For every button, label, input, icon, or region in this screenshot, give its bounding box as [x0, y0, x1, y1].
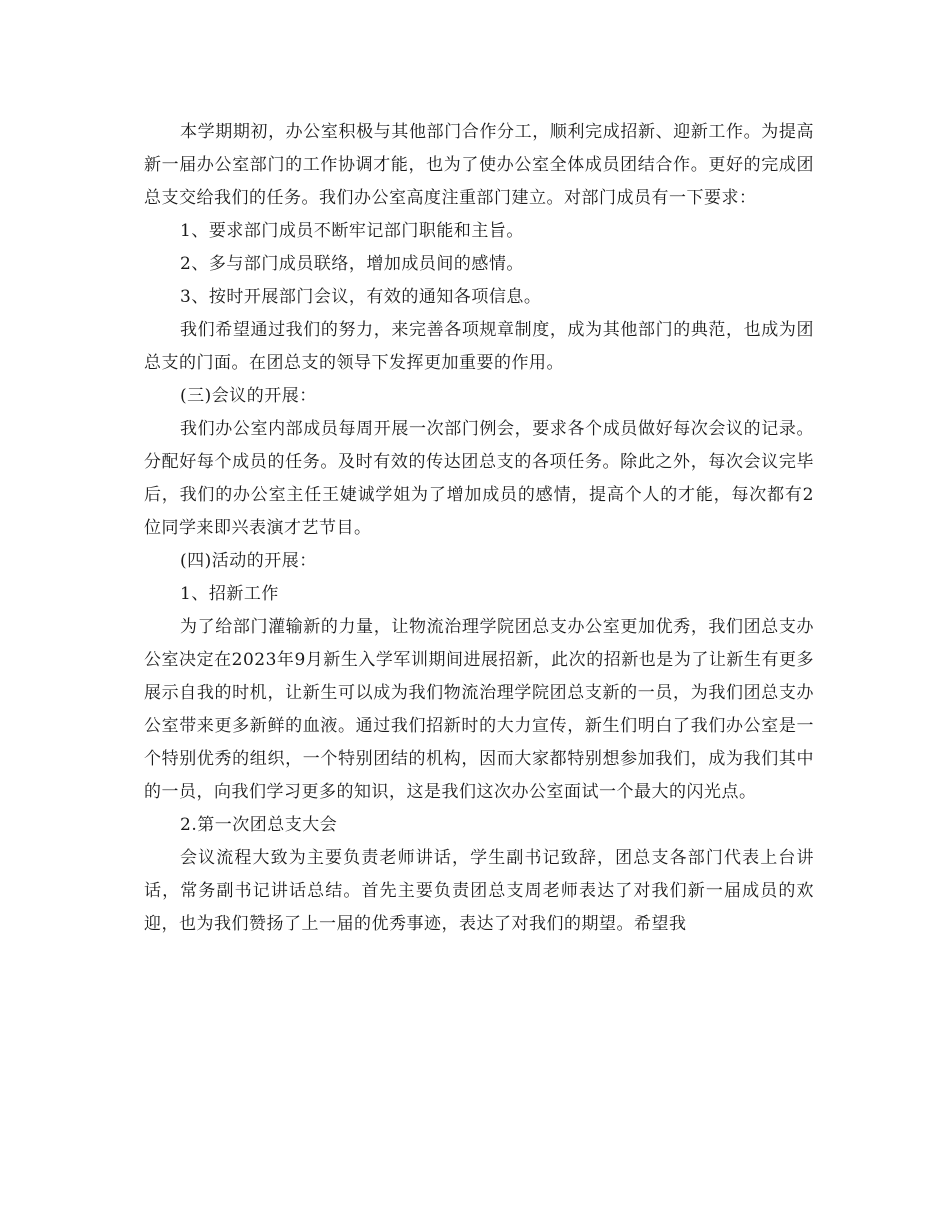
paragraph-hope: 我们希望通过我们的努力，来完善各项规章制度，成为其他部门的典范，也成为团总支的门面。在团总支的领导下发挥更加重要的作用。: [144, 320, 814, 373]
paragraph-first-assembly: 会议流程大致为主要负责老师讲话，学生副书记致辞，团总支各部门代表上台讲话，常务副书记讲话总结。首先主要负责团总支周老师表达了对我们新一届成员的欢迎，也为我们赞扬了上一届的优秀事迹，表达了对我们的期望。希望我: [144, 848, 814, 934]
subheading-first-assembly: 2.第一次团总支大会: [180, 815, 338, 835]
document-body: [144, 116, 814, 941]
paragraph-meetings: 我们办公室内部成员每周开展一次部门例会，要求各个成员做好每次会议的记录。分配好每个成员的任务。及时有效的传达团总支的各项任务。除此之外，每次会议完毕后，我们的办公室主任王婕诚学姐为了增加成员的感情，提高个人的才能，每次都有2位同学来即兴表演才艺节目。: [144, 419, 814, 538]
paragraph-requirement-2: 2、多与部门成员联络，增加成员间的感情。: [180, 254, 524, 274]
paragraph-recruitment: 为了给部门灌输新的力量，让物流治理学院团总支办公室更加优秀，我们团总支办公室决定在2023年9月新生入学军训期间进展招新，此次的招新也是为了让新生有更多展示自我的时机，让新生可以成为我们物流治理学院团总支新的一员，为我们团总支办公室带来更多新鲜的血液。通过我们招新时的大力宣传，新生们明白了我们办公室是一个特别优秀的组织，一个特别团结的机构，因而大家都特别想参加我们，成为我们其中的一员，向我们学习更多的知识，这是我们这次办公室面试一个最大的闪光点。: [144, 617, 814, 802]
paragraph-intro: 本学期期初，办公室积极与其他部门合作分工，顺利完成招新、迎新工作。为提高新一届办公室部门的工作协调才能，也为了使办公室全体成员团结合作。更好的完成团总支交给我们的任务。我们办公室高度注重部门建立。对部门成员有一下要求：: [144, 122, 814, 208]
section-heading-activities: (四)活动的开展：: [180, 551, 317, 571]
subheading-recruitment: 1、招新工作: [180, 584, 279, 604]
section-heading-meetings: (三)会议的开展：: [180, 386, 317, 406]
paragraph-requirement-3: 3、按时开展部门会议，有效的通知各项信息。: [180, 287, 542, 307]
paragraph-requirement-1: 1、要求部门成员不断牢记部门职能和主旨。: [180, 221, 524, 241]
